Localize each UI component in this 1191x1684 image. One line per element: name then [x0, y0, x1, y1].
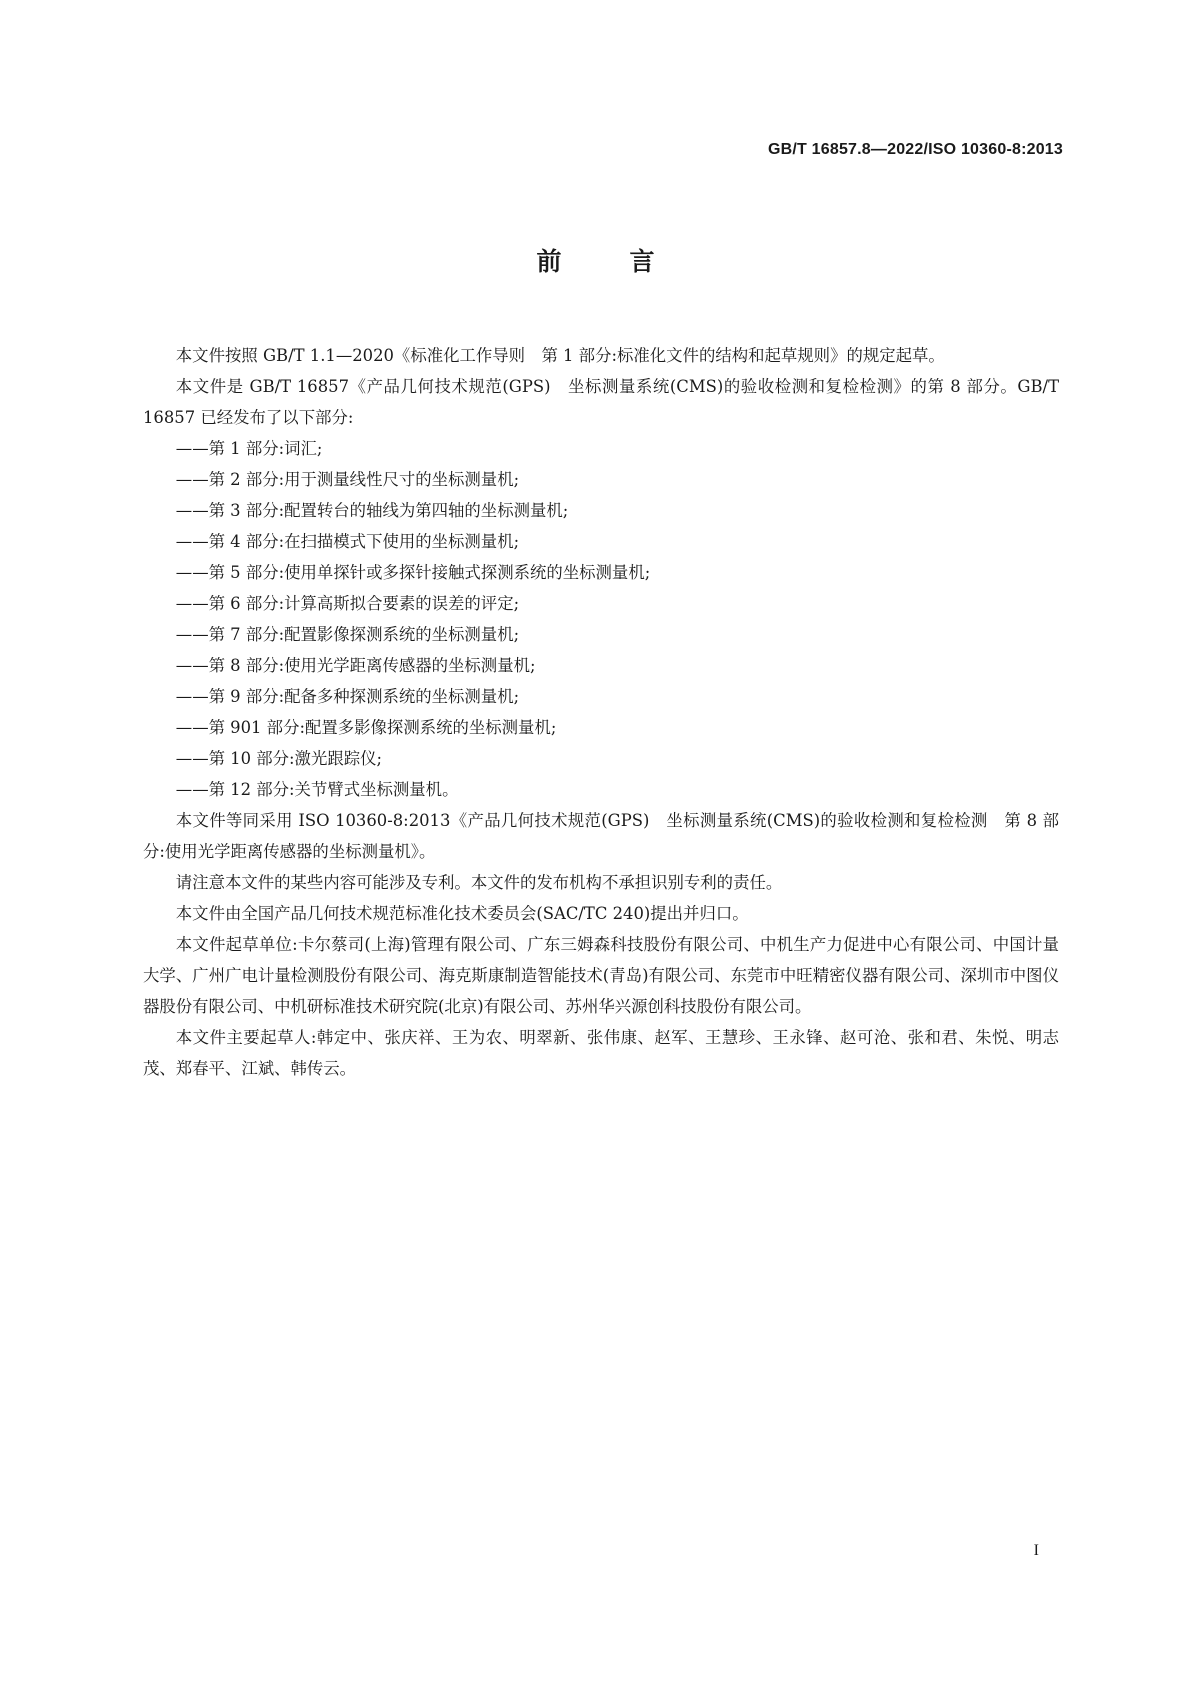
- list-item: ——第 1 部分:词汇;: [175, 439, 323, 458]
- page-number: I: [1033, 1542, 1039, 1559]
- standard-code: GB/T 16857.8—2022/ISO 10360-8:2013: [768, 141, 1063, 158]
- list-item: ——第 8 部分:使用光学距离传感器的坐标测量机;: [175, 656, 536, 675]
- paragraph-drafting-units: 本文件起草单位:卡尔蔡司(上海)管理有限公司、广东三姆森科技股份有限公司、中机生产力促进中心有限公司、中国计量大学、广州广电计量检测股份有限公司、海克斯康制造智能技术(青岛)有限公司、东莞市中旺精密仪器有限公司、深圳市中图仪器股份有限公司、中机研标准技术研究院(北京)有限公司、苏州华兴源创科技股份有限公司。: [143, 935, 1059, 1016]
- list-item: ——第 9 部分:配备多种探测系统的坐标测量机;: [175, 687, 520, 706]
- list-item: ——第 12 部分:关节臂式坐标测量机。: [175, 780, 459, 799]
- list-item: ——第 2 部分:用于测量线性尺寸的坐标测量机;: [175, 470, 520, 489]
- paragraph-drafters: 本文件主要起草人:韩定中、张庆祥、王为农、明翠新、张伟康、赵军、王慧珍、王永锋、赵可沧、张和君、朱悦、明志茂、郑春平、江斌、韩传云。: [143, 1028, 1059, 1078]
- paragraph-patent-notice: 请注意本文件的某些内容可能涉及专利。本文件的发布机构不承担识别专利的责任。: [175, 873, 783, 892]
- list-item: ——第 6 部分:计算高斯拟合要素的误差的评定;: [175, 594, 520, 613]
- paragraph-committee: 本文件由全国产品几何技术规范标准化技术委员会(SAC/TC 240)提出并归口。: [175, 904, 749, 923]
- page-title: 前言: [536, 247, 723, 276]
- list-item: ——第 3 部分:配置转台的轴线为第四轴的坐标测量机;: [175, 501, 569, 520]
- list-item: ——第 7 部分:配置影像探测系统的坐标测量机;: [175, 625, 520, 644]
- list-item: ——第 901 部分:配置多影像探测系统的坐标测量机;: [175, 718, 557, 737]
- parts-list: [143, 433, 1059, 805]
- document-body: [143, 340, 1059, 1084]
- paragraph-series-description: 本文件是 GB/T 16857《产品几何技术规范(GPS) 坐标测量系统(CMS)的验收检测和复检检测》的第 8 部分。GB/T 16857 已经发布了以下部分:: [143, 377, 1059, 427]
- list-item: ——第 5 部分:使用单探针或多探针接触式探测系统的坐标测量机;: [175, 563, 651, 582]
- list-item: ——第 10 部分:激光跟踪仪;: [175, 749, 383, 768]
- paragraph-iso-adoption: 本文件等同采用 ISO 10360-8:2013《产品几何技术规范(GPS) 坐标测量系统(CMS)的验收检测和复检检测 第 8 部分:使用光学距离传感器的坐标测量机》。: [143, 811, 1059, 861]
- paragraph-drafting-rules: 本文件按照 GB/T 1.1—2020《标准化工作导则 第 1 部分:标准化文件的结构和起草规则》的规定起草。: [175, 346, 945, 365]
- list-item: ——第 4 部分:在扫描模式下使用的坐标测量机;: [175, 532, 520, 551]
